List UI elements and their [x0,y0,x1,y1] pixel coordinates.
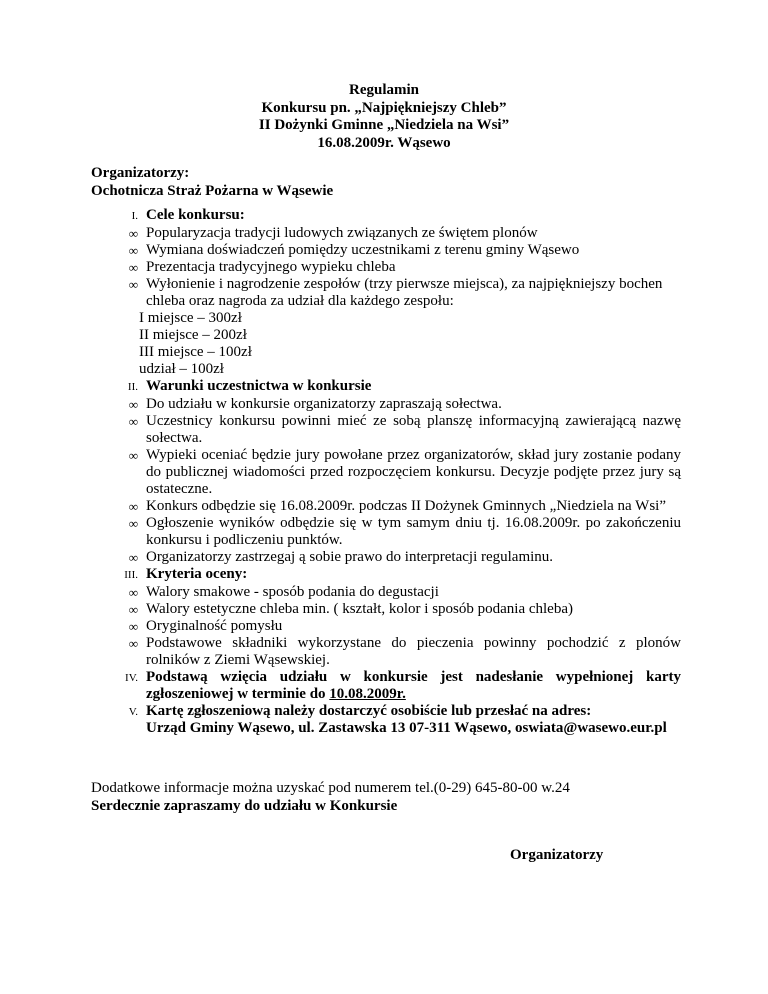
deadline-date: 10.08.2009r. [329,686,406,702]
list-item-text: Wypieki oceniać będzie jury powołane przez organizatorów, skład jury zostanie podany do publicznej wiadomości przed rozpoczęciem konkursu. Decyzje podjęte przez jury są ostateczne. [146,447,681,497]
prize-list [91,310,681,378]
submission-instruction: Kartę zgłoszeniową należy dostarczyć osobiście lub przesłać na adres: [146,703,592,719]
document-title [0,82,768,152]
section-numeral: V. [128,706,138,718]
list-item-text: Ogłoszenie wyników odbędzie się w tym samym dniu tj. 16.08.2009r. po zakończeniu konkursu i podliczeniu punktów. [146,515,681,548]
bullet-icon: ∞ [128,619,138,634]
prize-3: III miejsce – 100zł [139,344,252,360]
section-heading [91,703,681,737]
section-heading [91,378,681,396]
list-item-text: Prezentacja tradycyjnego wypieku chleba [146,259,396,275]
bullet-icon: ∞ [128,499,138,514]
list-item [91,601,681,618]
section-title: Kryteria oceny: [146,566,248,582]
section-heading [91,207,681,225]
list-item-text: Konkurs odbędzie się 16.08.2009r. podczas II Dożynek Gminnych „Niedziela na Wsi” [146,498,666,514]
list-item [91,498,681,515]
bullet-icon: ∞ [128,414,138,429]
bullet-icon: ∞ [128,448,138,463]
list-item-text: Do udziału w konkursie organizatorzy zapraszają sołectwa. [146,396,502,412]
bullet-icon: ∞ [128,516,138,531]
section-numeral: II. [127,381,138,393]
list-item [91,225,681,242]
invitation-text: Serdecznie zapraszamy do udziału w Konkursie [91,797,398,814]
list-item [91,413,681,447]
prize-2: II miejsce – 200zł [139,327,247,343]
section-numeral: I. [131,210,138,222]
title-line-3: II Dożynki Gminne „Niedziela na Wsi” [258,117,510,133]
section-heading [91,669,681,703]
organizers-label: Organizatorzy: [91,165,190,181]
list-item [91,276,681,310]
list-item-text: Walory estetyczne chleba min. ( kształt, kolor i sposób podania chleba) [146,601,573,617]
bullet-icon: ∞ [128,260,138,275]
list-item-text: Walory smakowe - sposób podania do degustacji [146,584,439,600]
bullet-icon: ∞ [128,226,138,241]
list-item-text: Organizatorzy zastrzegaj ą sobie prawo do interpretacji regulaminu. [146,549,554,565]
submission-address: Urząd Gminy Wąsewo, ul. Zastawska 13 07-311 Wąsewo, oswiata@wasewo.eur.pl [146,720,667,736]
list-item [91,242,681,259]
section-text [138,703,681,737]
section-numeral: III. [124,569,138,581]
list-item [91,618,681,635]
bullet-icon: ∞ [128,636,138,651]
bullet-icon: ∞ [128,243,138,258]
list-item-text: Oryginalność pomysłu [146,618,283,634]
rules-sections [91,207,681,737]
list-item-text: Podstawowe składniki wykorzystane do pieczenia powinny pochodzić z plonów rolników z Ziemi Wąsewskiej. [146,635,681,668]
list-item [91,259,681,276]
bullet-icon: ∞ [128,277,138,292]
prize-participation: udział – 100zł [139,361,224,377]
title-line-1: Regulamin [348,82,419,98]
title-line-2: Konkursu pn. „Najpiękniejszy Chleb” [261,99,507,116]
footer-block [91,780,570,815]
bullet-icon: ∞ [128,397,138,412]
signature: Organizatorzy [510,847,604,863]
section-title: Cele konkursu: [146,207,245,223]
title-line-4: 16.08.2009r. Wąsewo [317,134,451,151]
bullet-icon: ∞ [128,585,138,600]
list-item [91,635,681,669]
list-item-text: Wymiana doświadczeń pomiędzy uczestnikami z terenu gminy Wąsewo [146,242,580,258]
section-heading [91,566,681,584]
section-title: Warunki uczestnictwa w konkursie [146,378,372,394]
organizers-name: Ochotnicza Straż Pożarna w Wąsewie [91,182,334,199]
prize-1: I miejsce – 300zł [139,310,242,326]
participation-condition-text: Podstawą wzięcia udziału w konkursie jest nadesłanie wypełnionej karty zgłoszeniowej w terminie do [146,669,681,702]
section-text [138,669,681,703]
list-item [91,584,681,601]
list-item [91,447,681,498]
bullet-icon: ∞ [128,602,138,617]
list-item [91,515,681,549]
contact-info: Dodatkowe informacje można uzyskać pod numerem tel.(0-29) 645-80-00 w.24 [91,780,570,796]
list-item [91,396,681,413]
list-item [91,549,681,566]
organizers-block [91,165,333,200]
list-item-text: Wyłonienie i nagrodzenie zespołów (trzy pierwsze miejsca), za najpiękniejszy bochen chleba oraz nagroda za udział dla każdego zespołu: [146,276,663,309]
list-item-text: Popularyzacja tradycji ludowych związanych ze świętem plonów [146,225,538,241]
list-item-text: Uczestnicy konkursu powinni mieć ze sobą planszę informacyjną zawierającą nazwę sołectwa. [146,413,681,446]
bullet-icon: ∞ [128,550,138,565]
section-numeral: IV. [125,672,138,684]
